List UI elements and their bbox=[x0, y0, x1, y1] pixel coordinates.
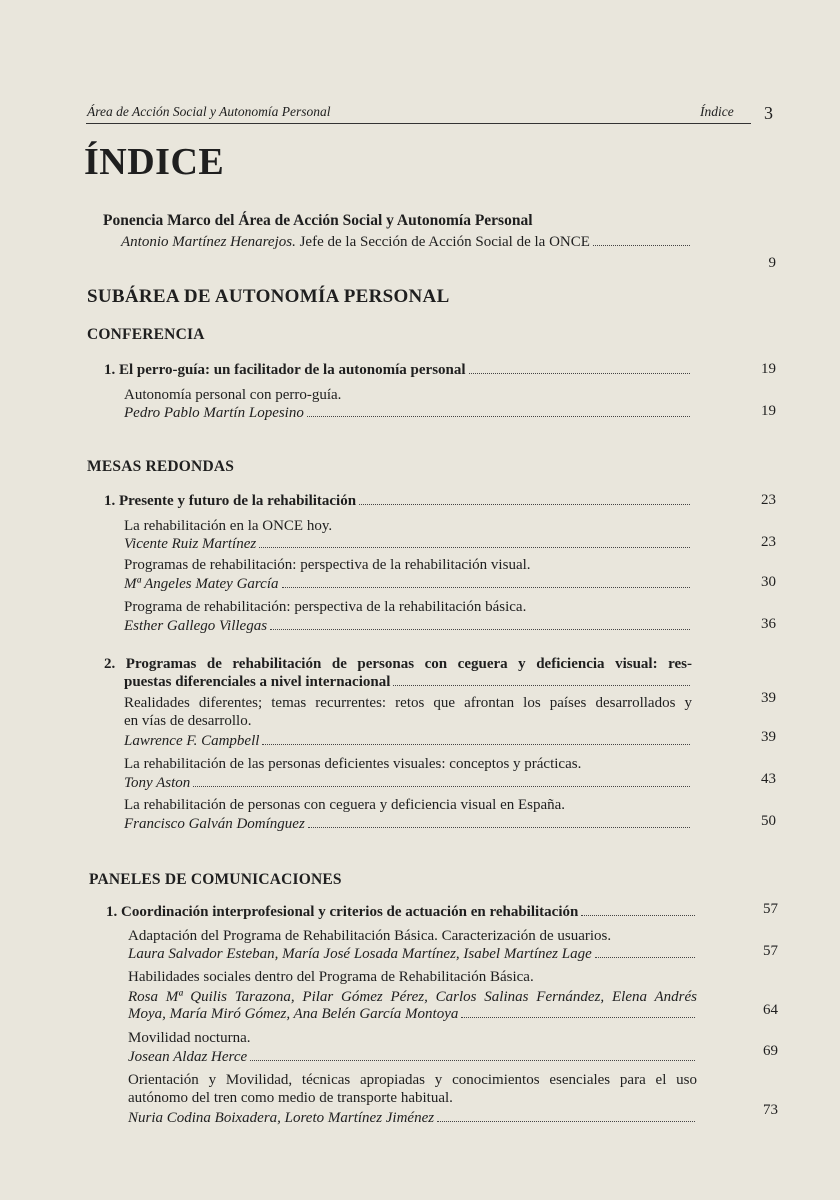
entry-title: Movilidad nocturna. bbox=[128, 1030, 251, 1046]
dot-leader bbox=[282, 586, 690, 588]
entry-title: La rehabilitación de personas con ceguera y deficiencia visual en España. bbox=[124, 797, 566, 813]
mesas-item2-title-line2: puestas diferenciales a nivel internacional bbox=[124, 674, 391, 690]
entry-author: Vicente Ruiz Martínez bbox=[124, 536, 257, 552]
entry-author-cont: Moya, María Miró Gómez, Ana Belén García Montoya bbox=[128, 1006, 459, 1022]
entry-title: Programa de rehabilitación: perspectiva de la rehabilitación básica. bbox=[124, 599, 527, 615]
dot-leader bbox=[250, 1059, 695, 1061]
mesas-item1-title: 1. Presente y futuro de la rehabilitación bbox=[104, 493, 357, 509]
dot-leader bbox=[307, 415, 690, 417]
running-header-label: Índice bbox=[700, 104, 734, 119]
entry-page: 39 bbox=[761, 729, 776, 745]
ponencia-author-line bbox=[121, 234, 692, 254]
dot-leader bbox=[262, 743, 690, 745]
entry-author: Tony Aston bbox=[124, 775, 191, 791]
dot-leader bbox=[359, 503, 690, 505]
dot-leader bbox=[193, 785, 690, 787]
entry-author-line bbox=[124, 536, 692, 556]
conferencia-heading: CONFERENCIA bbox=[87, 326, 205, 343]
entry-author-line bbox=[124, 816, 692, 836]
entry-title: Habilidades sociales dentro del Programa de Rehabilitación Básica. bbox=[128, 969, 534, 985]
entry-author-line bbox=[128, 946, 697, 966]
paneles-item1-title: 1. Coordinación interprofesional y criterios de actuación en rehabilitación bbox=[106, 904, 579, 920]
entry-author-line bbox=[124, 775, 692, 795]
entry-page: 36 bbox=[761, 616, 776, 632]
paneles-heading: PANELES DE COMUNICACIONES bbox=[89, 871, 342, 888]
entry-page: 43 bbox=[761, 771, 776, 787]
entry-author: Pedro Pablo Martín Lopesino bbox=[124, 405, 304, 421]
mesas-heading: MESAS REDONDAS bbox=[87, 458, 235, 475]
entry-author: Laura Salvador Esteban, María José Losada Martínez, Isabel Martínez Lage bbox=[128, 946, 592, 962]
dot-leader bbox=[593, 244, 690, 246]
dot-leader bbox=[581, 914, 695, 916]
dot-leader bbox=[259, 546, 690, 548]
dot-leader bbox=[308, 826, 690, 828]
entry-page: 73 bbox=[763, 1102, 778, 1118]
entry-title: Programas de rehabilitación: perspectiva de la rehabilitación visual. bbox=[124, 557, 531, 573]
page-title: ÍNDICE bbox=[84, 141, 225, 183]
entry-title-cont: autónomo del tren como medio de transporte habitual. bbox=[128, 1090, 453, 1106]
entry-page: 50 bbox=[761, 813, 776, 829]
entry-title-page: 39 bbox=[761, 690, 776, 706]
entry-page: 57 bbox=[763, 943, 778, 959]
mesas-item2-line2 bbox=[124, 674, 692, 694]
entry-author: Rosa Mª Quilis Tarazona, Pilar Gómez Pérez, Carlos Salinas Fernández, Elena Andrés bbox=[128, 989, 697, 1005]
entry-author-line bbox=[124, 618, 692, 638]
entry-author-line bbox=[128, 1006, 697, 1026]
mesas-item1-line bbox=[104, 493, 692, 513]
entry-page: 19 bbox=[761, 403, 776, 419]
header-rule bbox=[86, 123, 751, 124]
subarea-heading: SUBÁREA DE AUTONOMÍA PERSONAL bbox=[87, 286, 450, 307]
entry-title: Realidades diferentes; temas recurrentes: retos que afrontan los países desarrollados y bbox=[124, 695, 692, 711]
entry-author: Lawrence F. Campbell bbox=[124, 733, 260, 749]
ponencia-author: Antonio Martínez Henarejos. bbox=[121, 234, 296, 250]
entry-author-line bbox=[128, 1110, 697, 1130]
entry-page: 23 bbox=[761, 534, 776, 550]
entry-title: La rehabilitación de las personas deficientes visuales: conceptos y prácticas. bbox=[124, 756, 582, 772]
dot-leader bbox=[461, 1016, 695, 1018]
ponencia-role: Jefe de la Sección de Acción Social de la ONCE bbox=[295, 234, 590, 250]
entry-title: Autonomía personal con perro-guía. bbox=[124, 387, 342, 403]
conferencia-item-line bbox=[104, 362, 692, 382]
ponencia-page: 9 bbox=[768, 255, 776, 271]
entry-author-line bbox=[124, 405, 692, 425]
dot-leader bbox=[469, 372, 690, 374]
entry-title-cont: en vías de desarrollo. bbox=[124, 713, 252, 729]
running-header-section: Área de Acción Social y Autonomía Personal bbox=[87, 104, 331, 119]
entry-title: Adaptación del Programa de Rehabilitación Básica. Caracterización de usuarios. bbox=[128, 928, 612, 944]
page-number: 3 bbox=[764, 103, 773, 123]
entry-author: Nuria Codina Boixadera, Loreto Martínez Jiménez bbox=[128, 1110, 435, 1126]
entry-author: Josean Aldaz Herce bbox=[128, 1049, 248, 1065]
entry-author: Mª Angeles Matey García bbox=[124, 576, 279, 592]
dot-leader bbox=[595, 956, 695, 958]
paneles-item1-page: 57 bbox=[763, 901, 778, 917]
entry-page: 30 bbox=[761, 574, 776, 590]
entry-author-line bbox=[128, 1049, 697, 1069]
dot-leader bbox=[393, 684, 690, 686]
conferencia-item-page: 19 bbox=[761, 361, 776, 377]
entry-author-line bbox=[124, 733, 692, 753]
mesas-item1-page: 23 bbox=[761, 492, 776, 508]
entry-author-line bbox=[124, 576, 692, 596]
dot-leader bbox=[437, 1120, 695, 1122]
mesas-item2-title-line1: 2. Programas de rehabilitación de personas con ceguera y deficiencia visual: res- bbox=[104, 656, 692, 672]
entry-page: 69 bbox=[763, 1043, 778, 1059]
entry-author: Francisco Galván Domínguez bbox=[124, 816, 305, 832]
entry-title: La rehabilitación en la ONCE hoy. bbox=[124, 518, 333, 534]
entry-author: Esther Gallego Villegas bbox=[124, 618, 268, 634]
entry-title: Orientación y Movilidad, técnicas apropiadas y conocimientos esenciales para el uso bbox=[128, 1072, 697, 1088]
entry-page: 64 bbox=[763, 1002, 778, 1018]
dot-leader bbox=[270, 628, 690, 630]
paneles-item1-line bbox=[106, 904, 697, 924]
ponencia-title: Ponencia Marco del Área de Acción Social y Autonomía Personal bbox=[103, 212, 533, 229]
conferencia-item-title: 1. El perro-guía: un facilitador de la autonomía personal bbox=[104, 362, 466, 378]
